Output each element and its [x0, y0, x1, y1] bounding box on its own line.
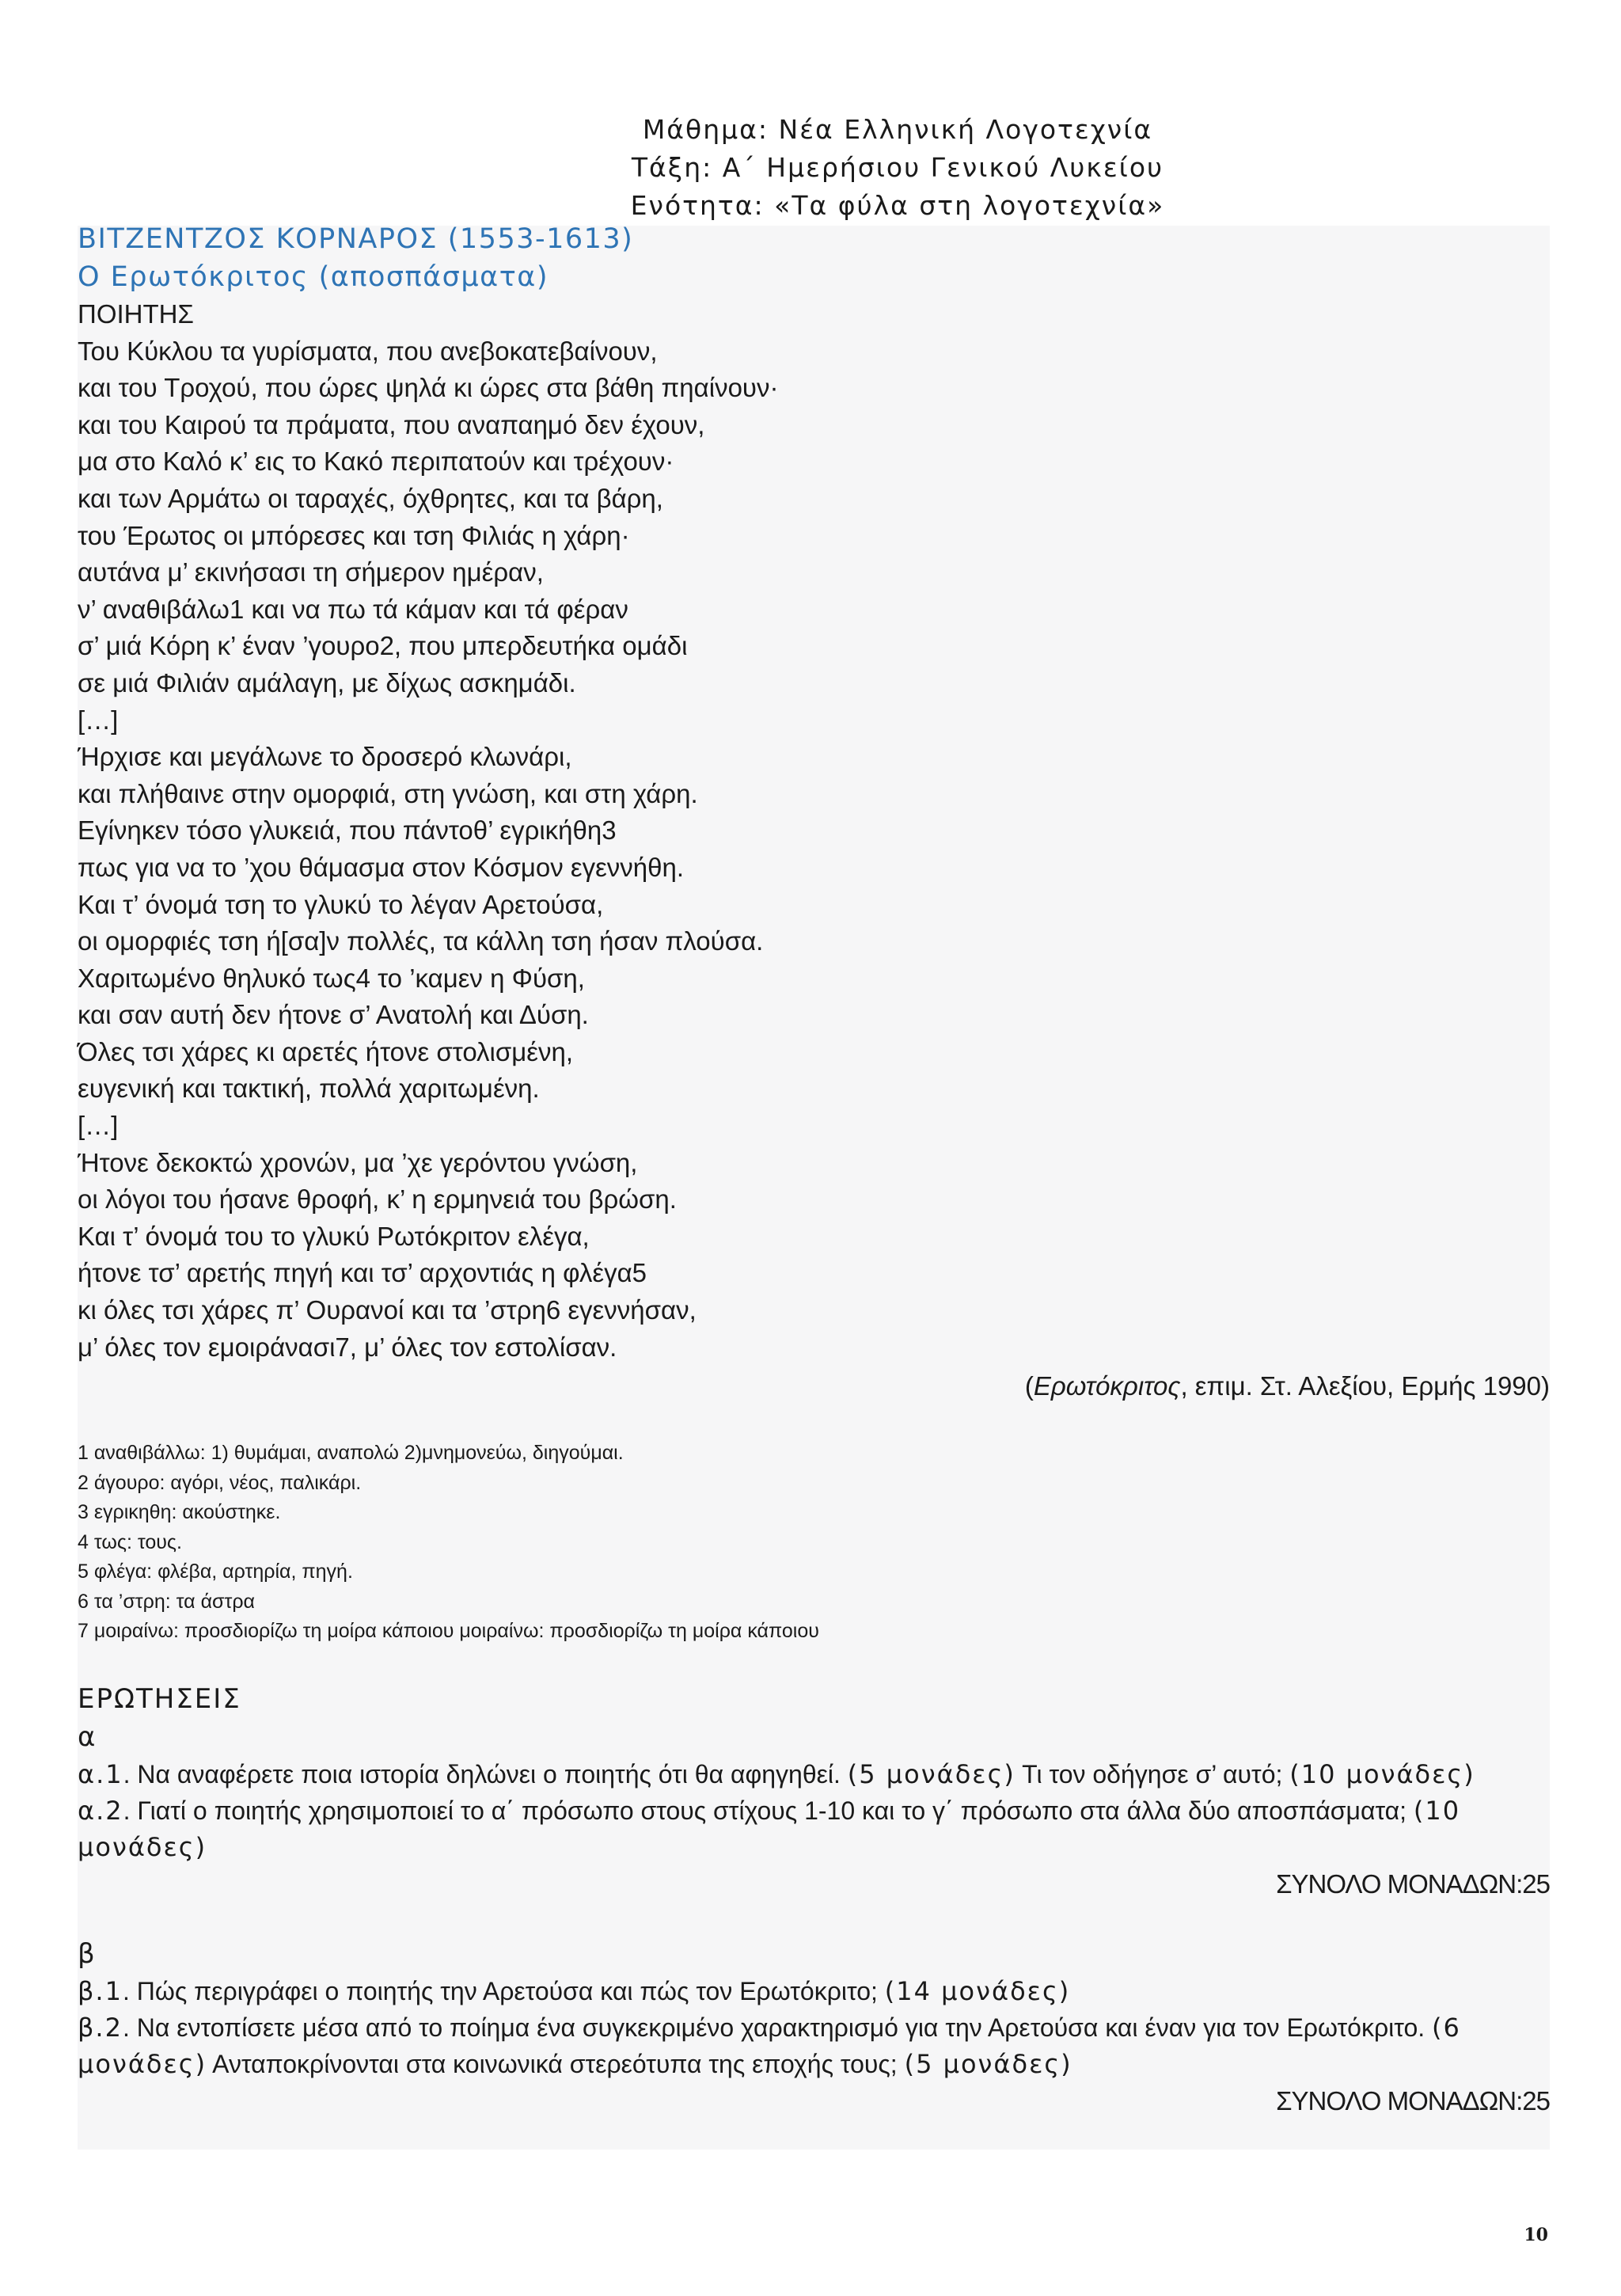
question-b2 [78, 2009, 1550, 2082]
group-b-label: β [78, 1937, 97, 1970]
poem-line: του Έρωτος οι μπόρεσες και τση Φιλιάς η χάρη· [78, 520, 630, 550]
poem-line: κι όλες τσι χάρες π’ Ουρανοί και τα ’στρη6 εγεννήσαν, [78, 1295, 697, 1325]
source-title: Ερωτόκριτος [1033, 1371, 1181, 1401]
points: (10 μονάδες) [78, 1795, 1461, 1862]
author-heading: ΒΙΤΖΕΝΤΖΟΣ ΚΟΡΝΑΡΟΣ (1553-1613) [78, 223, 634, 255]
footnote: 2 άγουρο: αγόρι, νέος, παλικάρι. [78, 1471, 362, 1494]
poem-line: Ήτονε δεκοκτώ χρονών, μα ’χε γερόντου γνώση, [78, 1147, 638, 1177]
questions-heading: ΕΡΩΤΗΣΕΙΣ [78, 1682, 241, 1715]
subject-line: Μάθημα: Νέα Ελληνική Λογοτεχνία [642, 114, 1153, 145]
footnote: 4 τως: τους. [78, 1530, 182, 1553]
points: (5 μονάδες) [847, 1758, 1015, 1789]
poem-line: Και τ’ όνομά τση το γλυκύ το λέγαν Αρετούσα, [78, 889, 604, 919]
poem-line: ήτονε τσ’ αρετής πηγή και τσ’ αρχοντιάς η φλέγα5 [78, 1258, 647, 1288]
poem-line: μα στο Καλό κ’ εις το Κακό περιπατούν και τρέχουν· [78, 447, 674, 477]
group-a-label: α [78, 1720, 97, 1753]
question-a1 [78, 1756, 1550, 1792]
poem-line: και σαν αυτή δεν ήτονε σ’ Ανατολή και Δύση. [78, 1000, 589, 1030]
question-text: . Γιατί ο ποιητής χρησιμοποιεί το α΄ πρόσωπο στους στίχους 1-10 και το γ΄ πρόσωπο στα άλλα δύο αποσπάσματα; [123, 1796, 1407, 1825]
question-text: . Πώς περιγράφει ο ποιητής την Αρετούσα και πώς τον Ερωτόκριτο; [122, 1976, 878, 2005]
question-a2 [78, 1792, 1550, 1865]
question-number: β.2 [78, 2012, 123, 2043]
speaker-label: ΠΟΙΗΤΗΣ [78, 299, 194, 329]
poem-line: και πλήθαινε στην ομορφιά, στη γνώση, και στη χάρη. [78, 778, 698, 808]
points: (10 μονάδες) [1289, 1758, 1475, 1789]
points: (14 μονάδες) [884, 1975, 1071, 2006]
question-text: . Να αναφέρετε ποια ιστορία δηλώνει ο ποιητής ότι θα αφηγηθεί. [123, 1759, 841, 1789]
points: (6 μονάδες) [78, 2012, 1461, 2079]
page-number: 10 [1524, 2225, 1548, 2245]
poem-text [78, 333, 1550, 1367]
poem-line: και του Καιρού τα πράματα, που αναπαημό δεν έχουν, [78, 409, 705, 439]
footnote: 3 εγρικηθη: ακούστηκε. [78, 1501, 281, 1524]
poem-line: Και τ’ όνομά του το γλυκύ Ρωτόκριτον ελέγα, [78, 1221, 590, 1251]
unit-line: Ενότητα: «Τα φύλα στη λογοτεχνία» [630, 190, 1165, 221]
poem-line: […] [78, 1111, 119, 1141]
total-points-b: ΣΥΝΟΛΟ ΜΟΝΑΔΩΝ:25 [1276, 2085, 1550, 2115]
poem-line: σ’ μιά Κόρη κ’ έναν ’γουρο2, που μπερδευτήκα ομάδι [78, 631, 688, 661]
poem-line: πως για να το ’χου θάμασμα στον Κόσμον εγεννήθη. [78, 852, 685, 882]
work-title: Ο Ερωτόκριτος (αποσπάσματα) [78, 261, 549, 293]
points: (5 μονάδες) [904, 2048, 1072, 2079]
question-text: . Να εντοπίσετε μέσα από το ποίημα ένα συγκεκριμένο χαρακτηρισμό για την Αρετούσα και έναν για τον Ερωτόκριτο. [122, 2013, 1425, 2042]
question-number: β.1 [78, 1975, 123, 2006]
source-citation [78, 1367, 1550, 1405]
poem-line: Του Κύκλου τα γυρίσματα, που ανεβοκατεβαίνουν, [78, 336, 658, 366]
question-b1 [78, 1973, 1550, 2009]
poem-line: αυτάνα μ’ εκινήσασι τη σήμερον ημέραν, [78, 557, 544, 587]
question-number: α.1 [78, 1758, 123, 1789]
poem-line: και των Αρμάτω οι ταραχές, όχθρητες, και τα βάρη, [78, 483, 663, 513]
poem-line: Όλες τσι χάρες κι αρετές ήτονε στολισμένη, [78, 1036, 573, 1066]
footnote: 5 φλέγα: φλέβα, αρτηρία, πηγή. [78, 1560, 353, 1583]
poem-line: σε μιά Φιλιάν αμάλαγη, με δίχως ασκημάδι. [78, 667, 576, 698]
main-content [78, 220, 1550, 2120]
poem-line: Εγίνηκεν τόσο γλυκειά, που πάντοθ’ εγρικήθη3 [78, 815, 617, 846]
class-line: Τάξη: Α΄ Ημερήσιου Γενικού Λυκείου [631, 152, 1164, 183]
poem-line: ν’ αναθιβάλω1 και να πω τά κάμαν και τά φέραν [78, 594, 628, 624]
question-text: Ανταποκρίνονται στα κοινωνικά στερεότυπα της εποχής τους; [207, 2049, 898, 2078]
poem-line: […] [78, 705, 119, 735]
total-points-a: ΣΥΝΟΛΟ ΜΟΝΑΔΩΝ:25 [1276, 1868, 1550, 1899]
footnote: 7 μοιραίνω: προσδιορίζω τη μοίρα κάποιου μοιραίνω: προσδιορίζω τη μοίρα κάποιου [78, 1620, 819, 1643]
source-rest: , επιμ. Στ. Αλεξίου, Ερμής 1990) [1180, 1371, 1550, 1401]
source-open: ( [1024, 1371, 1034, 1401]
question-text: Τι τον οδήγησε σ’ αυτό; [1015, 1759, 1283, 1789]
poem-line: Χαριτωμένο θηλυκό τως4 το ’καμεν η Φύση, [78, 963, 585, 993]
poem-line: οι λόγοι του ήσανε θροφή, κ’ η ερμηνειά του βρώση. [78, 1184, 677, 1215]
poem-line: μ’ όλες τον εμοιράνασι7, μ’ όλες τον εστολίσαν. [78, 1332, 617, 1362]
poem-line: Ήρχισε και μεγάλωνε το δροσερό κλωνάρι, [78, 742, 572, 772]
footnotes [78, 1439, 1550, 1647]
poem-line: ευγενική και τακτική, πολλά χαριτωμένη. [78, 1074, 540, 1104]
poem-line: και του Τροχού, που ώρες ψηλά κι ώρες στα βάθη πηαίνουν· [78, 373, 779, 403]
question-number: α.2 [78, 1795, 123, 1826]
footnote: 1 αναθιβάλλω: 1) θυμάμαι, αναπολώ 2)μνημονεύω, διηγούμαι. [78, 1442, 624, 1465]
poem-line: οι ομορφιές τση ή[σα]ν πολλές, τα κάλλη τση ήσαν πλούσα. [78, 926, 764, 956]
footnote: 6 τα ’στρη: τα άστρα [78, 1590, 255, 1613]
page-header [0, 111, 1621, 225]
